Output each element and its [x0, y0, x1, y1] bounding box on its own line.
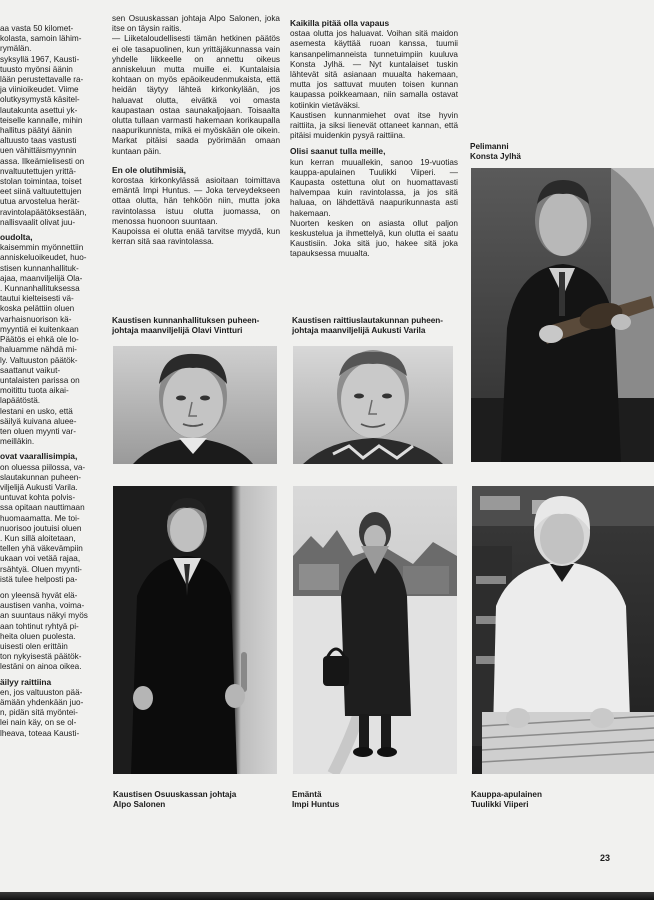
column3-heading2: Olisi saanut tulla meille, — [290, 146, 386, 157]
article-column-2 — [112, 14, 280, 247]
caption-varila: Kaustisen raittiuslautakunnan puheen- johtaja maanviljelijä Aukusti Varila — [292, 316, 444, 335]
column3-heading1: Kaikilla pitää olla vapaus — [290, 18, 390, 28]
photo-impi-huntus — [293, 486, 457, 774]
column1-block2: kaisemmin myönnettiin anniskeluoikeudet, huo- stisen kunnanhallituk- ajaa, maanviljelijä Ola- . Kunnanhallituksessa tautui kielteisesti vä- koska pelättiin oluen varhaisnuorison kä- myyntiä ei kuitenkaan Päätös ei ehkä ole lo- haluamme nähdä mi- ly. Valtuuston päätök- saattanut vaikut- untalaisten parissa on moitittu tuota aikai- lapäätöstä. lestani en usko, että säilyä kuivana aluee- ten oluen myynti var- meilläkin. — [0, 243, 87, 447]
photo-aukusti-varila — [293, 346, 453, 464]
caption-huntus: Emäntä Impi Huntus — [292, 790, 340, 809]
article-column-1 — [0, 24, 102, 739]
column1-block1: aa vasta 50 kilomet- kolasta, samoin lähim- rymälän. syksyllä 1967, Kausti- tuusto myönsi äänin lään perustettavalle ra- ja viinioikeudet. Viime olutkysymystä käsitel- lautakunta asettui yk- teiselle kannalle, mihin hallitus päätyi äänin altuusto taas vastusti uen vähittäismyynnin assa. Ilkeämielisesti on nvaltuutettujen yrittä- stolan toimintaa, toiset eet siinä valtuutettujen utua arvostelua herät- ravintolapäätöksestään, nallisvaalit olivat juu- — [0, 24, 87, 227]
article-column-3 — [290, 14, 458, 260]
caption-salonen: Kaustisen Osuuskassan johtaja Alpo Salonen — [113, 790, 237, 809]
column3-body2: kun kerran muuallekin, sanoo 19-vuotias kauppa-apulainen Tuulikki Viiperi. — Kaupasta ostettuna olut on huomattavasti halvempaa kuin ravintolassa, ja jos sitä haluaa, on lähdettävä naapurikunnasta asti hakemaan. Nuorten kesken on asiasta ollut paljon keskustelua ja ihmettelyä, kun olutta ei saatu Kaustisiin. Joka sitä juo, hakee sitä joka tapauksessa muualta. — [290, 157, 458, 259]
caption-vintturi: Kaustisen kunnanhallituksen puheen- johtaja maanviljelijä Olavi Vintturi — [112, 316, 260, 335]
column2-heading: En ole olutihmisiä, — [112, 164, 186, 175]
column1-block3: on oluessa piilossa, va- slautakunnan puheen- viljelijä Aukusti Varila. untuvat kohta polvis- ssa opitaan nauttimaan huomaamatta. Me toi- nuorisoo joutuisi oluen . Kun sillä aloitetaan, tellen yhä väkevämpiin ukaan voi vetää rajaa, rsähtyä. Oluen myynti- istä tulee helposti pa- — [0, 462, 86, 584]
photo-konsta-jylha — [471, 168, 654, 462]
column1-block5: en, jos valtuuston pää- ämään yhdenkään juo- n, pidän sitä myöntei- lei nain käy, on se ol- lheava, toteaa Kausti- — [0, 687, 84, 738]
column1-heading3: ovat vaarallisimpia, — [0, 451, 78, 462]
column3-body1: ostaa olutta jos haluavat. Voihan sitä maidon asemesta käyttää ruoan kanssa, tuumii kansanpelimanneista tunnetuimpiin kuuluva Konsta Jylhä. — Nyt kuntalaiset tuskin lähtevät sitä asianaan muualta hakemaan, mutta jos sattuvat muuten toisen kunnan kaupassa poikkeamaan, niin samalla ostavat kotiinkin vietäväksi. Kaustisen kunnanmiehet ovat itse hyvin raittiita, ja siksi lienevät ottaneet kannan, että pitäisi muidenkin pysyä raittiina. — [290, 29, 458, 141]
caption-viiperi: Kauppa-apulainen Tuulikki Viiperi — [471, 790, 542, 809]
caption-jylha: Pelimanni Konsta Jylhä — [470, 142, 521, 161]
column2-body: korostaa kirkonkylässä asioitaan toimittava emäntä Impi Huntus. — Joka terveydekseen ottaa olutta, hän tehköön niin, mutta joka ravintolassa istuu olutta juomassa, on menossa huonoon suuntaan. Kaupoissa ei olutta enää tarvitse myydä, kun kerran sitä saa ravintolassa. — [112, 176, 280, 247]
photo-tuulikki-viiperi — [472, 486, 654, 774]
photo-alpo-salonen — [113, 486, 277, 774]
column1-block4: on yleensä hyvät elä- austisen vanha, voima- an suuntaus näkyi myös aan tohtinut ryhtyä pi- heita oluen puolesta. uisesti olen erittäin ton nykyisestä päätök- lestäni on ainoa oikea. — [0, 590, 88, 672]
photo-olavi-vintturi — [113, 346, 277, 464]
page-number: 23 — [599, 853, 610, 863]
column1-heading4: äilyy raittiina — [0, 676, 52, 687]
column2-intro: sen Osuuskassan johtaja Alpo Salonen, joka itse on täysin raitis. — Liiketaloudellisesti tämän hetkinen päätös ei ole tasapuolinen, kun yrittäjäkunnassa vain yhdelle liikkeelle on annettu oikeus anniskeluun mutta muille ei. Kuntalaisia kohtaan on myös epäoikeudenmukaista, että heidän täytyy lähteä kirkonkylään, jos haluavat olutta, eivätkä voi omasta kaupastaan ostaa saunakaljojaan. Toisaalta olutta tullaan varmasti hakemaan korikaupalla naapurikunnista, mikä ei myöskään ole oikein. Markat pitäisi saada pyörimään omaan kuntaan päin. — [112, 14, 280, 156]
column1-heading2: oudolta, — [0, 232, 33, 243]
